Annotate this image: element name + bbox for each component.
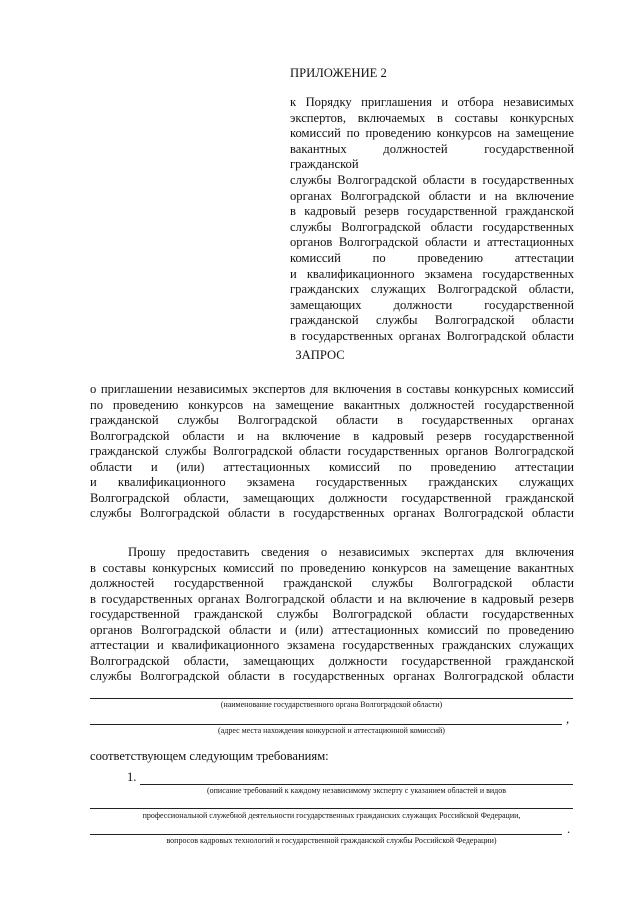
organ-name-field-line[interactable]	[90, 698, 573, 699]
requirement-3-field-line[interactable]	[90, 834, 562, 835]
subject-line: области и (или) аттестационных комиссий по проведению аттестации	[90, 459, 574, 474]
appendix-line: комиссий по проведению аттестации	[290, 250, 574, 265]
requirement-2-field-line[interactable]	[90, 808, 573, 809]
appendix-line: органов Волгоградской области и аттестационных	[290, 235, 574, 250]
subject-line: о приглашении независимых экспертов для включения в составы конкурсных комиссий	[90, 382, 574, 396]
body-line: государственной гражданской службы Волгоградской области государственных	[90, 607, 574, 621]
requirement-1-field-line[interactable]	[140, 784, 573, 785]
subject-line: и квалификационного экзамена государственных гражданских служащих	[90, 475, 574, 489]
appendix-line: службы Волгоградской области в государственных	[290, 172, 574, 187]
subject-line: гражданской службы Волгоградской области в государственных органах	[90, 413, 574, 427]
subject-line: по проведению конкурсов на замещение вакантных должностей государственной	[90, 397, 574, 412]
appendix-line: гражданских служащих Волгоградской области,	[290, 282, 574, 297]
body-line: Волгоградской области, замещающих должности государственной гражданской	[90, 653, 574, 668]
body-line: Прошу предоставить сведения о независимых экспертах для включения	[128, 545, 574, 559]
appendix-line: в государственных органах Волгоградской области	[290, 328, 574, 343]
organ-name-caption: (наименование государственного органа Волгоградской области)	[220, 700, 443, 709]
appendix-line: и квалификационного экзамена государственных	[290, 266, 574, 281]
requirements-caption-3: вопросов кадровых технологий и государственной гражданской службы Российской Федерации)	[166, 836, 497, 845]
body-line: службы Волгоградской области в государственных органах Волгоградской области	[90, 669, 574, 683]
appendix-line: в кадровый резерв государственной гражданской	[290, 204, 574, 219]
appendix-line: гражданской службы Волгоградской области	[290, 313, 574, 328]
subject-line: Волгоградской области, замещающих должности государственной гражданской	[90, 490, 574, 505]
matching-requirements-text: соответствующем следующим требованиям:	[90, 749, 329, 763]
appendix-line: вакантных должностей государственной гражданской	[290, 141, 574, 172]
request-body-block	[90, 545, 574, 685]
address-comma: ,	[566, 712, 570, 726]
requirement-period: .	[567, 822, 571, 836]
appendix-text-block	[290, 95, 574, 345]
subject-line: службы Волгоградской области в государственных органах Волгоградской области	[90, 506, 574, 520]
requirements-caption-2: профессиональной служебной деятельности государственных гражданских служащих Российской Федерации,	[142, 811, 521, 820]
requirements-caption: (описание требований к каждому независимому эксперту с указанием областей и видов	[206, 786, 507, 795]
appendix-line: к Порядку приглашения и отбора независимых	[290, 95, 574, 109]
appendix-line: службы Волгоградской области государственных	[290, 219, 574, 234]
address-field-line[interactable]	[90, 724, 562, 725]
body-line: аттестации и квалификационного экзамена государственных гражданских служащих	[90, 638, 574, 652]
body-line: в государственных органах Волгоградской области и на включение в кадровый резерв	[90, 591, 574, 606]
appendix-line: экспертов, включаемых в составы конкурсных	[290, 110, 574, 125]
appendix-heading: ПРИЛОЖЕНИЕ 2	[290, 66, 387, 80]
appendix-line: комиссий по проведению конкурсов на замещение	[290, 126, 574, 141]
document-title: ЗАПРОС	[295, 348, 345, 362]
body-line: органов Волгоградской области и (или) аттестационных комиссий по проведению	[90, 622, 574, 637]
subject-line: гражданской службы Волгоградской области государственных органов Волгоградской	[90, 444, 574, 458]
item-number: 1.	[127, 770, 137, 784]
address-caption: (адрес места нахождения конкурсной и аттестационной комиссий)	[218, 726, 445, 735]
body-line: должностей государственной гражданской службы Волгоградской области	[90, 576, 574, 590]
subject-line: Волгоградской области и на включение в кадровый резерв государственной	[90, 428, 574, 443]
appendix-line: органах Волгоградской области и на включение	[290, 188, 574, 203]
appendix-line: замещающих должности государственной	[290, 297, 574, 312]
body-line: в составы конкурсных комиссий по проведению конкурсов на замещение вакантных	[90, 560, 574, 575]
subject-text-block	[90, 382, 574, 522]
